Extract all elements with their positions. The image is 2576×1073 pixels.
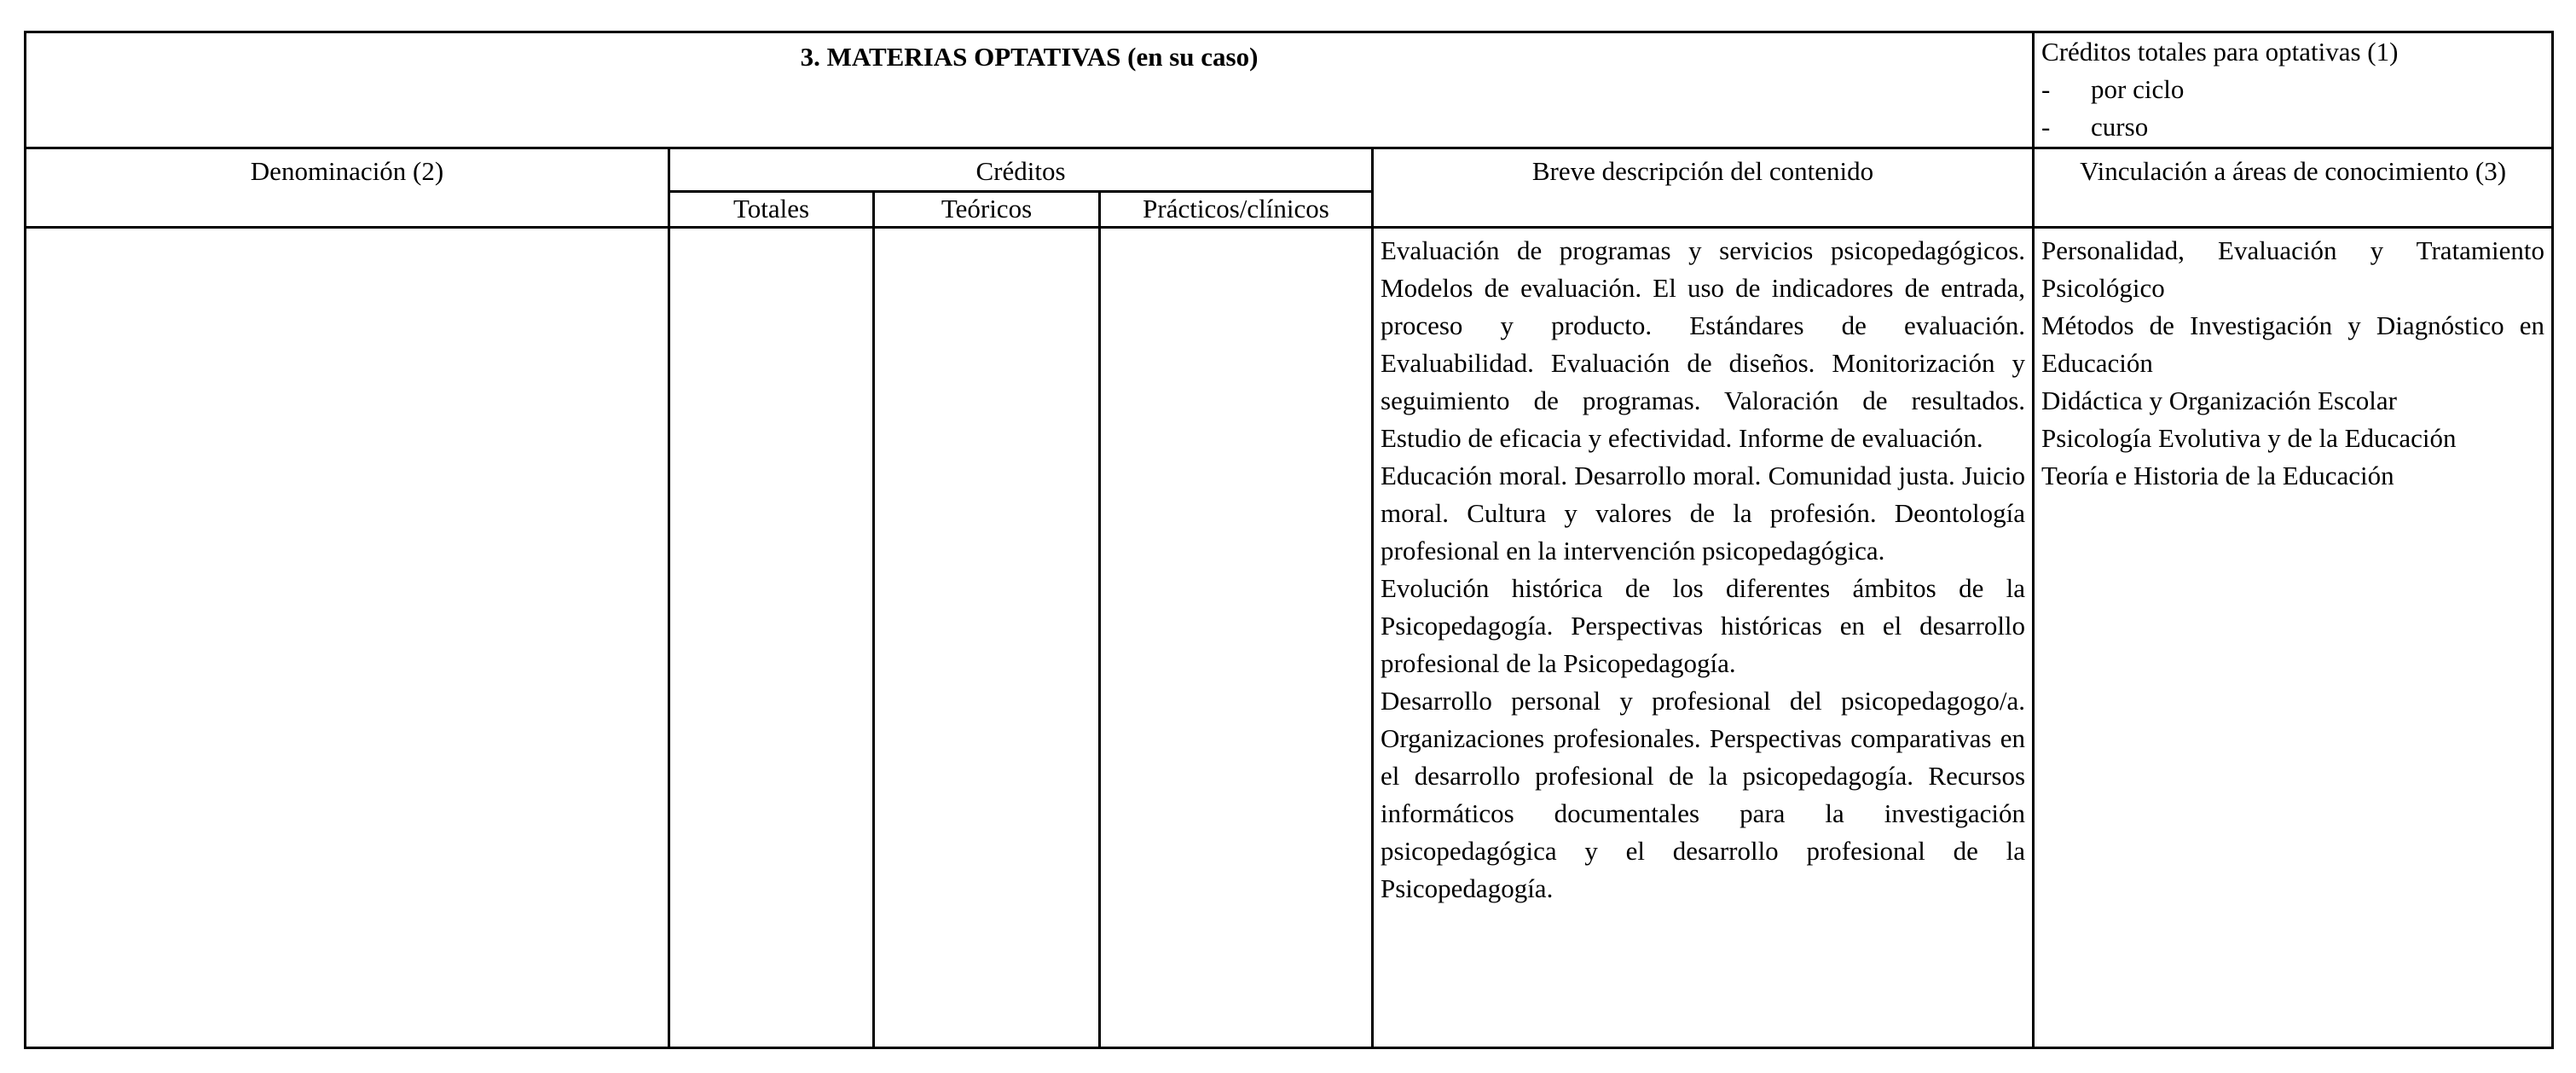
- section-title: 3. MATERIAS OPTATIVAS (en su caso): [26, 32, 2034, 148]
- header-creditos: Créditos: [669, 148, 1373, 192]
- total-credits-per-cycle: - por ciclo: [2041, 74, 2185, 104]
- header-teoricos: Teóricos: [874, 192, 1100, 228]
- header-vinculacion: Vinculación a áreas de conocimiento (3): [2034, 148, 2553, 228]
- description-paragraph: Desarrollo personal y profesional del psicopedagogo/a. Organizaciones profesionales. Perspectivas comparativas en el desarrollo profesional de la psicopedagogía. Recursos informáticos documentales para la investigación psicopedagógica y el desarrollo profesional de la Psicopedagogía.: [1381, 686, 2026, 903]
- total-credits-box: [2034, 32, 2553, 148]
- header-totales: Totales: [669, 192, 874, 228]
- total-credits-course: - curso: [2041, 112, 2149, 142]
- area-item: Teoría e Historia de la Educación: [2041, 461, 2394, 490]
- cell-vinculacion: [2034, 228, 2553, 1048]
- area-item: Psicología Evolutiva y de la Educación: [2041, 423, 2457, 453]
- header-denominacion: Denominación (2): [26, 148, 669, 228]
- area-item: Didáctica y Organización Escolar: [2041, 386, 2397, 415]
- cell-practicos: [1100, 228, 1373, 1048]
- area-item: Métodos de Investigación y Diagnóstico en Educación: [2041, 310, 2545, 378]
- cell-descripcion: [1373, 228, 2034, 1048]
- total-credits-heading: Créditos totales para optativas (1): [2041, 37, 2399, 67]
- header-descripcion: Breve descripción del contenido: [1373, 148, 2034, 228]
- optional-subjects-table: [24, 31, 2554, 1049]
- description-paragraph: Evolución histórica de los diferentes ámbitos de la Psicopedagogía. Perspectivas históricas en el desarrollo profesional de la Psicopedagogía.: [1381, 573, 2026, 678]
- header-practicos: Prácticos/clínicos: [1100, 192, 1373, 228]
- description-paragraph: Educación moral. Desarrollo moral. Comunidad justa. Juicio moral. Cultura y valores de la profesión. Deontología profesional en la intervención psicopedagógica.: [1381, 461, 2026, 566]
- area-item: Personalidad, Evaluación y Tratamiento Psicológico: [2041, 235, 2545, 303]
- description-paragraph: Evaluación de programas y servicios psicopedagógicos. Modelos de evaluación. El uso de indicadores de entrada, proceso y producto. Estándares de evaluación. Evaluabilidad. Evaluación de diseños. Monitorización y seguimiento de programas. Valoración de resultados. Estudio de eficacia y efectividad. Informe de evaluación.: [1381, 235, 2026, 453]
- cell-denominacion: [26, 228, 669, 1048]
- cell-totales: [669, 228, 874, 1048]
- cell-teoricos: [874, 228, 1100, 1048]
